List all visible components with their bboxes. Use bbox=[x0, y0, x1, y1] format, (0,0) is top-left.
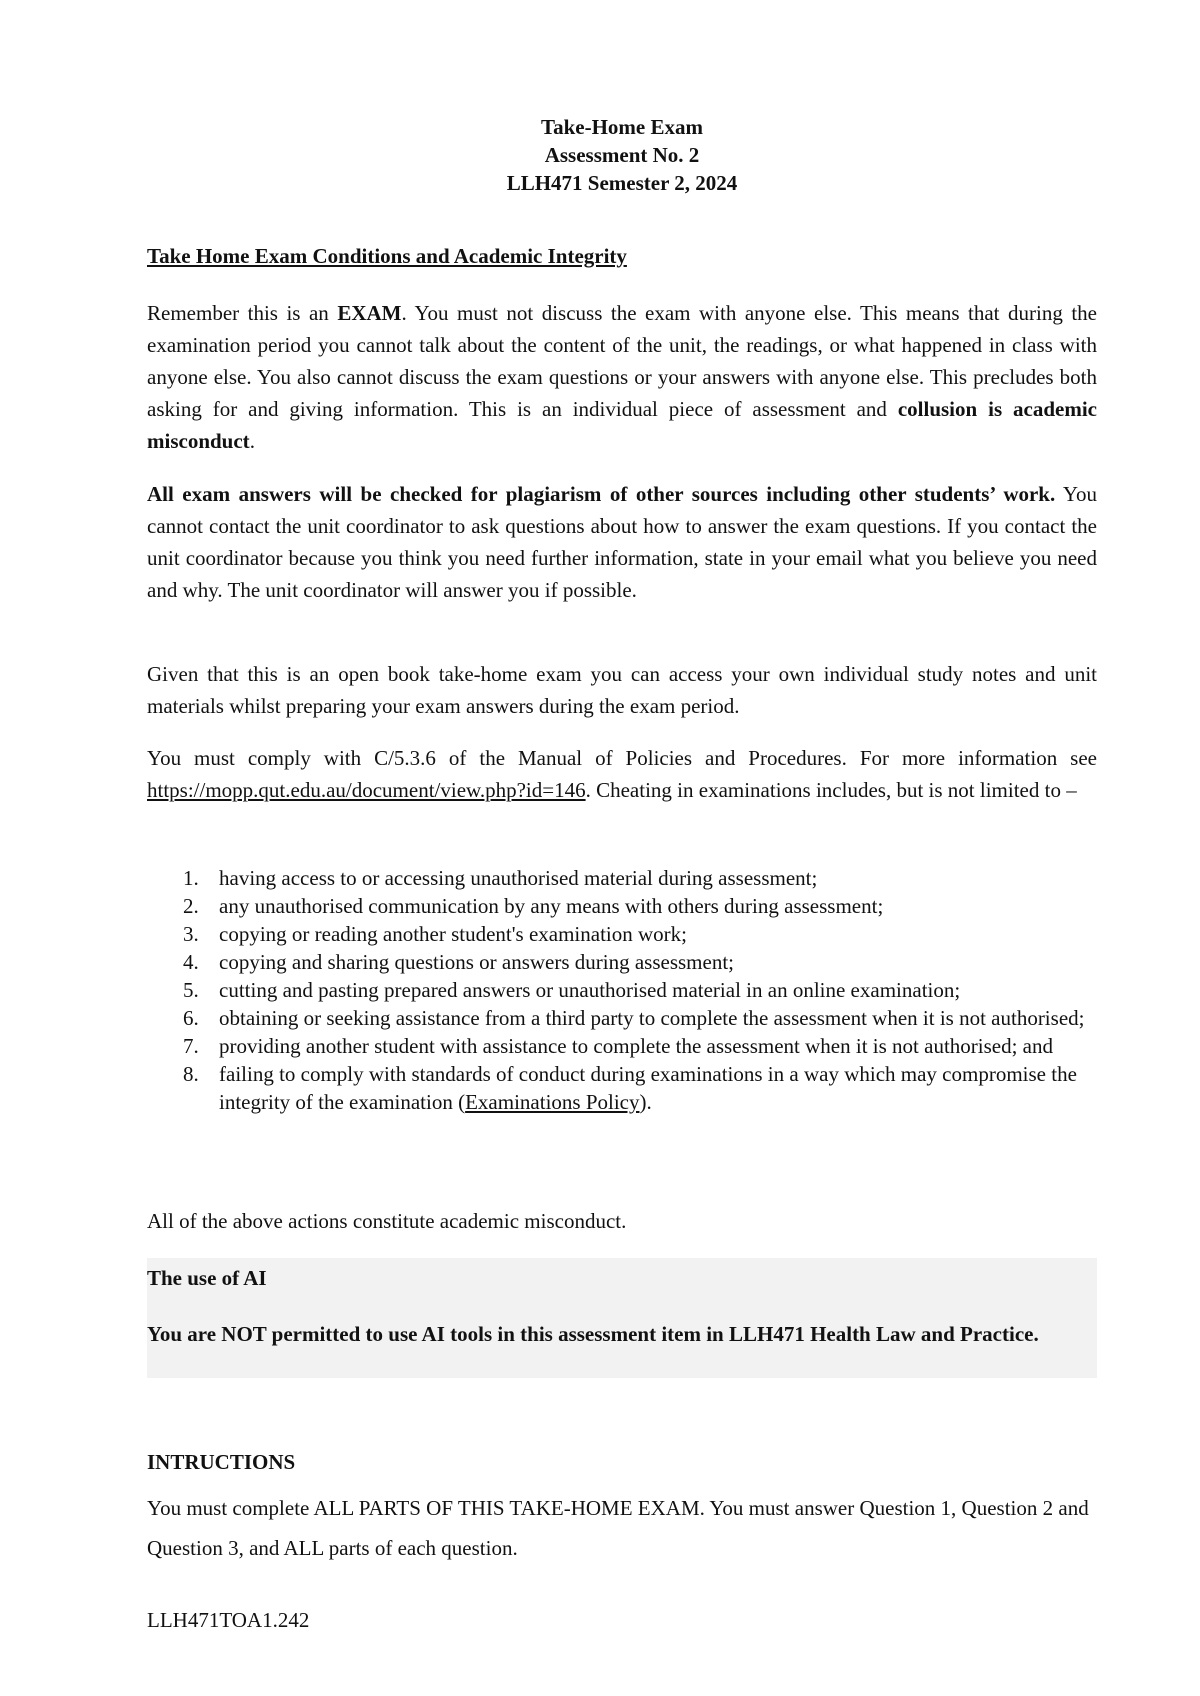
list-item bbox=[147, 1004, 1097, 1032]
list-number: 7. bbox=[183, 1034, 199, 1058]
ai-notice-box bbox=[147, 1258, 1097, 1378]
document-page bbox=[147, 0, 1097, 1696]
list-item bbox=[147, 892, 1097, 920]
unit-semester: LLH471 Semester 2, 2024 bbox=[506, 171, 738, 195]
paragraph-text: You must comply with C/5.3.6 of the Manual of Policies and Procedures. For more information see bbox=[147, 746, 1097, 770]
exam-title: Take-Home Exam bbox=[541, 115, 703, 139]
list-item-text: any unauthorised communication by any means with others during assessment; bbox=[219, 894, 884, 918]
cheating-list bbox=[147, 864, 1097, 1116]
list-item bbox=[147, 864, 1097, 892]
list-item bbox=[147, 1060, 1097, 1116]
list-number: 8. bbox=[183, 1062, 199, 1086]
policy-paragraph bbox=[147, 742, 1097, 806]
ai-notice-title: The use of AI bbox=[147, 1266, 267, 1290]
list-item-text: having access to or accessing unauthorised material during assessment; bbox=[219, 866, 818, 890]
list-number: 4. bbox=[183, 950, 199, 974]
ai-notice-text: You are NOT permitted to use AI tools in this assessment item in LLH471 Health Law and Practice. bbox=[147, 1322, 1039, 1346]
document-header bbox=[147, 113, 1097, 197]
paragraph-text: . Cheating in examinations includes, but is not limited to – bbox=[585, 778, 1077, 802]
list-number: 1. bbox=[183, 866, 199, 890]
assessment-number: Assessment No. 2 bbox=[544, 143, 700, 167]
list-number: 5. bbox=[183, 978, 199, 1002]
plagiarism-paragraph bbox=[147, 478, 1097, 606]
open-book-paragraph: Given that this is an open book take-home exam you can access your own individual study notes and unit materials whilst preparing your exam answers during the exam period. bbox=[147, 662, 1097, 718]
instructions-heading: INTRUCTIONS bbox=[147, 1450, 296, 1474]
emphasis-text: collusion is academic misconduct bbox=[147, 397, 1097, 453]
paragraph-text: Remember this is an bbox=[147, 301, 338, 325]
exam-reminder-paragraph bbox=[147, 297, 1097, 457]
emphasis-text: All exam answers will be checked for plagiarism of other sources including other students’ work. bbox=[147, 482, 1056, 506]
paragraph-text: . You must not discuss the exam with anyone else. This means that during the examination period you cannot talk about the content of the unit, the readings, or what happened in class with anyone else. You also cannot discuss the exam questions or your answers with anyone else. This precludes both asking for and giving information. This is an individual piece of assessment and bbox=[147, 301, 1097, 421]
paragraph-text: . bbox=[249, 429, 255, 453]
list-item-text: failing to comply with standards of conduct during examinations in a way which may compromise the integrity of the examination ( bbox=[219, 1062, 1077, 1114]
examinations-policy-link[interactable]: Examinations Policy bbox=[465, 1090, 640, 1114]
list-item-text: copying or reading another student's examination work; bbox=[219, 922, 687, 946]
list-item bbox=[147, 1032, 1097, 1060]
list-item bbox=[147, 920, 1097, 948]
list-number: 3. bbox=[183, 922, 199, 946]
list-item-text: providing another student with assistance to complete the assessment when it is not authorised; and bbox=[219, 1034, 1054, 1058]
list-number: 6. bbox=[183, 1006, 199, 1030]
document-footer-code: LLH471TOA1.242 bbox=[147, 1608, 310, 1632]
misconduct-summary: All of the above actions constitute academic misconduct. bbox=[147, 1209, 627, 1233]
instructions-text: You must complete ALL PARTS OF THIS TAKE-HOME EXAM. You must answer Question 1, Question 2 and Question 3, and ALL parts of each question. bbox=[147, 1496, 1089, 1560]
list-item-text: cutting and pasting prepared answers or unauthorised material in an online examination; bbox=[219, 978, 961, 1002]
list-item bbox=[147, 948, 1097, 976]
list-number: 2. bbox=[183, 894, 199, 918]
emphasis-text: EXAM bbox=[337, 301, 402, 325]
list-item-text: obtaining or seeking assistance from a third party to complete the assessment when it is not authorised; bbox=[219, 1006, 1085, 1030]
list-item-text: copying and sharing questions or answers during assessment; bbox=[219, 950, 735, 974]
mopp-link[interactable]: https://mopp.qut.edu.au/document/view.php?id=146 bbox=[147, 778, 586, 802]
list-item-text: ). bbox=[639, 1090, 652, 1114]
conditions-heading: Take Home Exam Conditions and Academic Integrity bbox=[147, 244, 627, 268]
list-item bbox=[147, 976, 1097, 1004]
paragraph-text: You cannot contact the unit coordinator to ask questions about how to answer the exam questions. If you contact the unit coordinator because you think you need further information, state in your email what you believe you need and why. The unit coordinator will answer you if possible. bbox=[147, 482, 1097, 602]
